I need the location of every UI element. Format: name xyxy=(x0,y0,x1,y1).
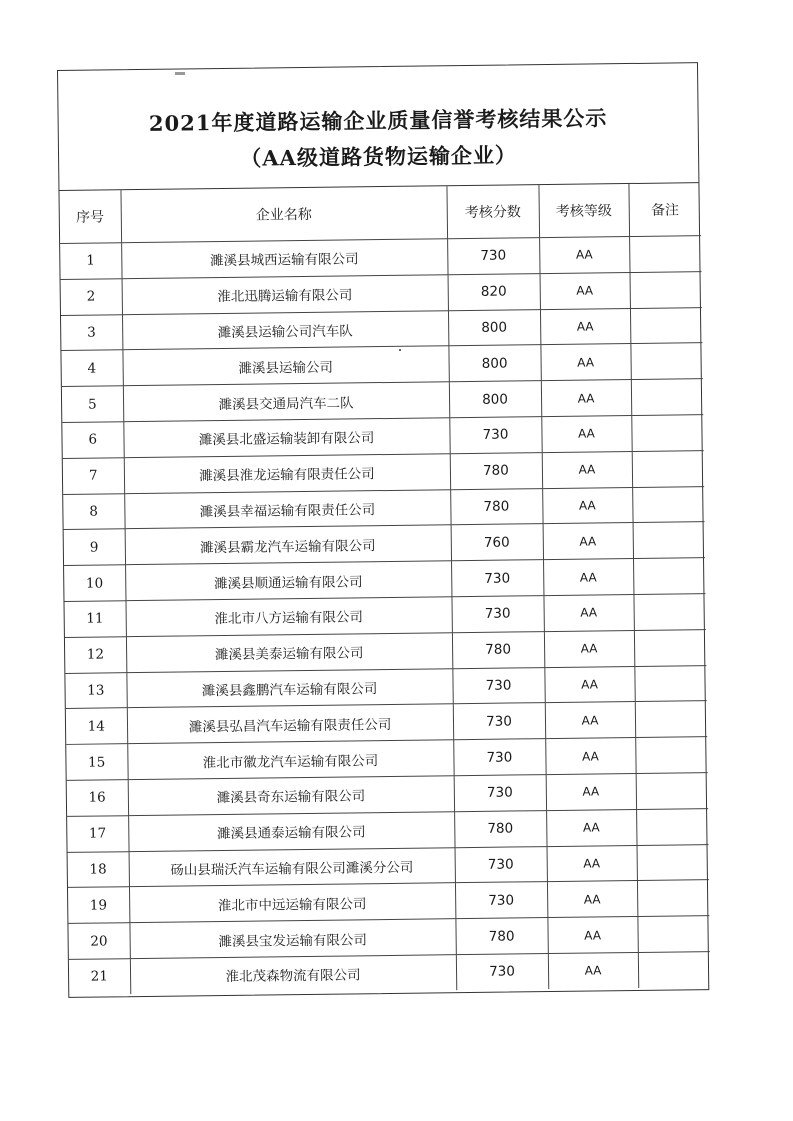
score: 730 xyxy=(453,739,545,776)
grade: AA xyxy=(548,952,638,988)
company-name: 濉溪县弘昌汽车运输有限责任公司 xyxy=(127,704,453,744)
score: 730 xyxy=(453,703,545,740)
company-name: 濉溪县城西运输有限公司 xyxy=(121,239,447,279)
company-name: 濉溪县运输公司汽车队 xyxy=(122,310,448,350)
note xyxy=(636,773,708,810)
note xyxy=(633,522,705,559)
company-name: 濉溪县淮龙运输有限责任公司 xyxy=(124,454,450,494)
row-index: 18 xyxy=(68,851,129,888)
score: 730 xyxy=(456,954,548,990)
grade: AA xyxy=(546,773,636,810)
score: 800 xyxy=(448,345,540,382)
company-name: 濉溪县幸福运输有限责任公司 xyxy=(124,489,450,529)
score: 780 xyxy=(450,452,542,489)
company-name: 淮北市八方运输有限公司 xyxy=(125,597,451,637)
grade: AA xyxy=(541,415,631,452)
table-row xyxy=(69,952,710,995)
note xyxy=(632,486,704,523)
row-index: 14 xyxy=(66,708,127,745)
note xyxy=(635,701,707,738)
row-index: 6 xyxy=(62,422,123,459)
company-name: 淮北茂森物流有限公司 xyxy=(130,955,456,994)
company-name: 濉溪县通泰运输有限公司 xyxy=(128,811,454,851)
row-index: 12 xyxy=(65,636,126,673)
grade: AA xyxy=(546,809,636,846)
score: 730 xyxy=(455,882,547,919)
row-index: 1 xyxy=(60,243,121,280)
note xyxy=(631,415,703,452)
note xyxy=(633,594,705,631)
score: 780 xyxy=(452,631,544,668)
note xyxy=(630,271,702,308)
grade: AA xyxy=(545,702,635,739)
row-index: 10 xyxy=(64,565,125,602)
note xyxy=(631,379,703,416)
company-name: 濉溪县宝发运输有限公司 xyxy=(129,919,455,959)
note xyxy=(637,880,709,917)
grade: AA xyxy=(543,559,633,596)
grade: AA xyxy=(542,451,632,488)
grade: AA xyxy=(540,344,630,381)
row-index: 4 xyxy=(61,350,122,387)
company-name: 濉溪县霸龙汽车运输有限公司 xyxy=(125,525,451,565)
note xyxy=(637,844,709,881)
score: 730 xyxy=(447,238,539,275)
score: 730 xyxy=(454,775,546,812)
grade: AA xyxy=(543,523,633,560)
note xyxy=(633,558,705,595)
grade: AA xyxy=(540,308,630,345)
company-name: 濉溪县交通局汽车二队 xyxy=(123,382,449,422)
grade: AA xyxy=(541,380,631,417)
score: 730 xyxy=(451,560,543,597)
table-frame xyxy=(57,62,709,998)
note xyxy=(630,307,702,344)
grade: AA xyxy=(543,594,633,631)
grade: AA xyxy=(539,237,629,274)
note xyxy=(635,737,707,774)
company-name: 濉溪县顺通运输有限公司 xyxy=(125,561,451,601)
row-index: 3 xyxy=(61,314,122,351)
table-header-row xyxy=(59,183,701,243)
header-note: 备注 xyxy=(628,183,701,236)
note xyxy=(634,665,706,702)
company-name: 濉溪县北盛运输装卸有限公司 xyxy=(123,418,449,458)
row-index: 21 xyxy=(69,959,130,995)
row-index: 8 xyxy=(63,493,124,530)
row-index: 7 xyxy=(63,457,124,494)
row-index: 11 xyxy=(64,601,125,638)
grade: AA xyxy=(540,272,630,309)
row-index: 17 xyxy=(67,815,128,852)
grade: AA xyxy=(542,487,632,524)
row-index: 20 xyxy=(68,923,129,960)
score: 730 xyxy=(452,667,544,704)
company-name: 濉溪县鑫鹏汽车运输有限公司 xyxy=(126,668,452,708)
note xyxy=(634,629,706,666)
score: 760 xyxy=(451,524,543,561)
row-index: 19 xyxy=(68,887,129,924)
company-name: 濉溪县运输公司 xyxy=(122,346,448,386)
page-subtitle: （AA级道路货物运输企业） xyxy=(240,142,518,171)
score: 780 xyxy=(454,810,546,847)
score: 820 xyxy=(448,273,540,310)
score: 730 xyxy=(455,846,547,883)
row-index: 16 xyxy=(67,780,128,817)
results-table xyxy=(59,183,710,995)
row-index: 5 xyxy=(62,386,123,423)
grade: AA xyxy=(544,630,634,667)
note xyxy=(636,808,708,845)
company-name: 濉溪县奇东运输有限公司 xyxy=(128,776,454,816)
grade: AA xyxy=(545,738,635,775)
row-index: 2 xyxy=(61,279,122,316)
note xyxy=(629,236,701,273)
grade: AA xyxy=(544,666,634,703)
company-name: 淮北市徽龙汽车运输有限公司 xyxy=(127,740,453,780)
header-index: 序号 xyxy=(59,190,121,243)
grade: AA xyxy=(547,845,637,882)
score: 800 xyxy=(448,309,540,346)
grade: AA xyxy=(547,881,637,918)
grade: AA xyxy=(547,917,637,954)
header-grade: 考核等级 xyxy=(538,184,629,238)
score: 730 xyxy=(451,596,543,633)
score: 800 xyxy=(449,381,541,418)
header-score: 考核分数 xyxy=(446,185,539,239)
page-title: 2021年度道路运输企业质量信誉考核结果公示 xyxy=(148,105,608,136)
header-company-name: 企业名称 xyxy=(120,186,447,242)
company-name: 濉溪县美泰运输有限公司 xyxy=(126,632,452,672)
title-block xyxy=(58,63,698,191)
note xyxy=(632,450,704,487)
company-name: 淮北迅腾运输有限公司 xyxy=(122,275,448,315)
note xyxy=(638,952,710,988)
row-index: 15 xyxy=(66,744,127,781)
note xyxy=(630,343,702,380)
row-index: 13 xyxy=(65,672,126,709)
score: 780 xyxy=(450,488,542,525)
row-index: 9 xyxy=(64,529,125,566)
company-name: 淮北市中远运输有限公司 xyxy=(129,883,455,923)
note xyxy=(637,916,709,953)
score: 730 xyxy=(449,417,541,454)
table-body xyxy=(60,236,710,995)
company-name: 砀山县瑞沃汽车运输有限公司濉溪分公司 xyxy=(129,847,455,887)
score: 780 xyxy=(455,918,547,955)
